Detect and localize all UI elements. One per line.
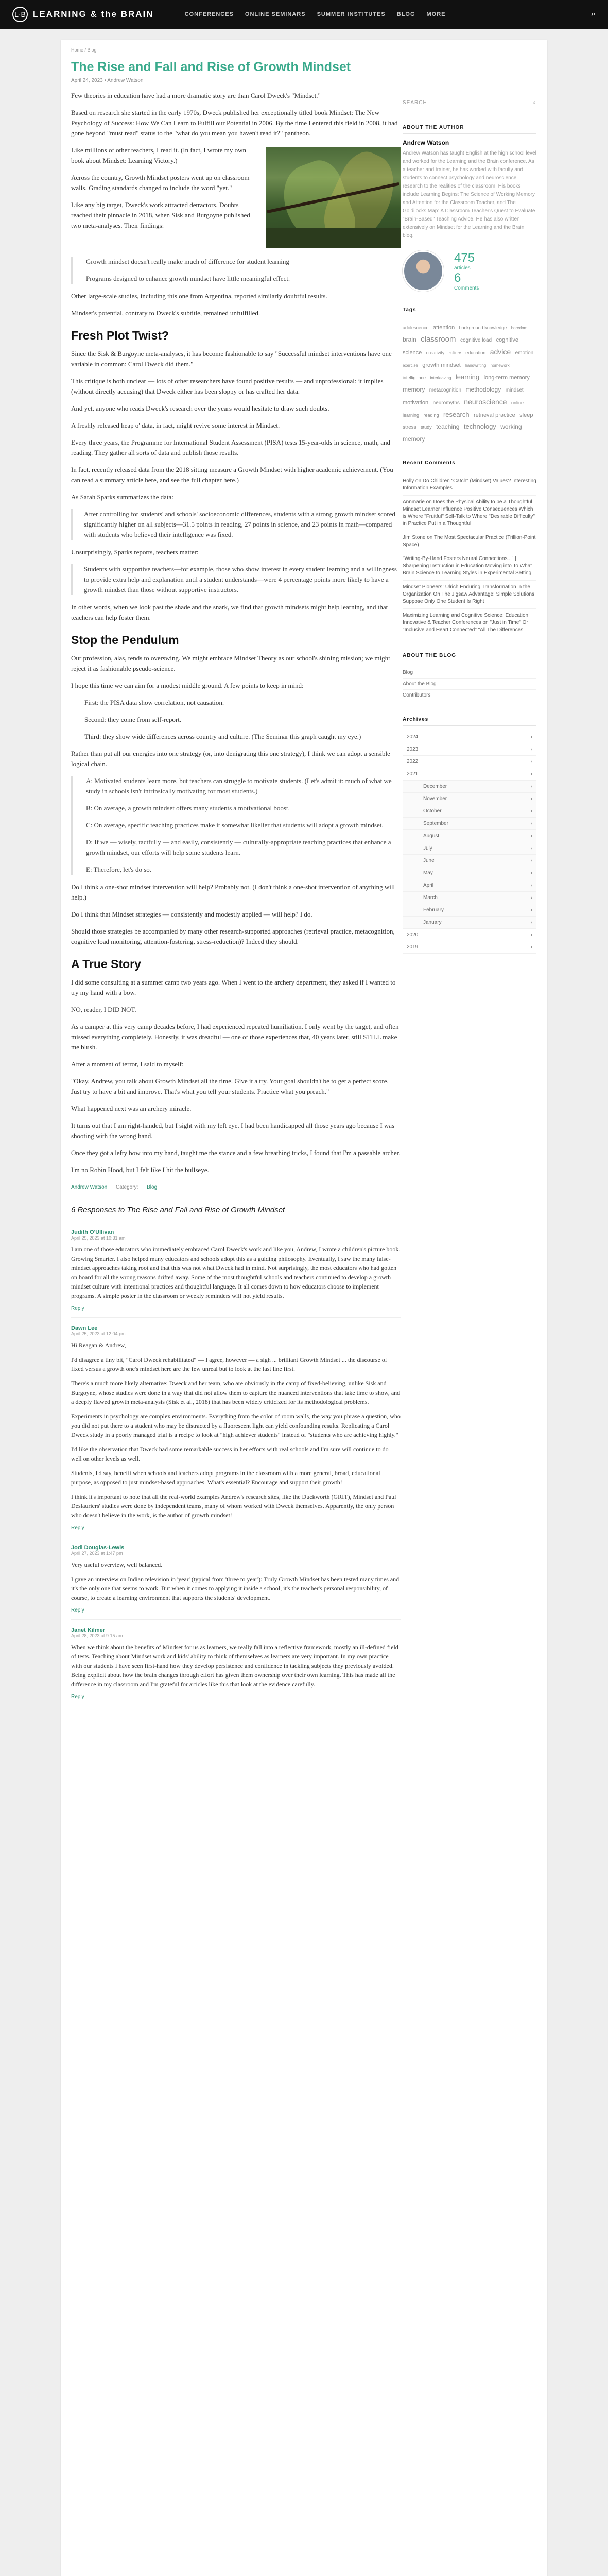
paragraph: What happened next was an archery miracle. — [71, 1105, 192, 1112]
blockquote-findings — [71, 257, 401, 284]
tag-link[interactable]: long-term memory — [483, 375, 530, 381]
about-blog-title: ABOUT THE BLOG — [403, 653, 536, 662]
archives-list — [403, 731, 536, 954]
article-tags — [71, 1184, 401, 1190]
primary-nav — [185, 11, 446, 18]
comment-date: April 27, 2023 at 1:47 pm — [71, 1551, 123, 1556]
tag-link[interactable]: retrieval practice — [474, 412, 515, 418]
archive-row[interactable] — [403, 842, 536, 855]
paragraph: Across the country, Growth Mindset posters went up on classroom walls. Grading standards changed to include the word "yet." — [71, 174, 250, 192]
points-list — [71, 698, 401, 742]
paragraph: This critique is both unclear — lots of other researchers have found positive results — and unprofessional: it implies (without directly accusing) that Dweck either has been sloppy or has crafted her data. — [71, 377, 384, 395]
blockquote-sparks — [71, 509, 401, 540]
paragraph: Once they got a lefty bow into my hand, taught me the stance and a few breathing tricks, I found that I'm a passable archer. — [71, 1149, 401, 1157]
tag-link[interactable]: motivation — [403, 400, 429, 406]
article-image-tree — [266, 147, 401, 248]
comment-date: April 25, 2023 at 12:04 pm — [71, 1331, 126, 1336]
paragraph: Our profession, alas, tends to overswing. We might embrace Mindset Theory as our school's shining mission; we might reject it as fashionable pseudo-science. — [71, 654, 390, 672]
paragraph: Students with supportive teachers—for example, those who show interest in every student learning and a willingness to provide extra help and explanation until a student understands—were 4 percentage points more likely to have a growth mindset than those without supportive instructors. — [84, 565, 397, 594]
paragraph: First: the PISA data show correlation, not causation. — [84, 699, 224, 706]
paragraph-group — [71, 977, 401, 1175]
comment-text: I gave an interview on Indian television in 'year' (typical from 'three to year'): Truly Growth Mindset has been tested many times and it's the only one that seems to work. But when it comes to applying it inside a school, it's the teacher's personal responsibility, of course, to create a learning environment that supports the students' development. — [71, 1575, 399, 1601]
tag-link[interactable]: creativity — [426, 350, 445, 355]
comments-list — [71, 1222, 401, 1700]
tag-link[interactable]: reading — [423, 413, 439, 418]
archive-label: May — [423, 870, 433, 876]
comment-text: I am one of those educators who immediately embraced Carol Dweck's work and like you, Andrew, I wrote a children's picture book. Growing Smarter. I also helped many educators and schools adopt this as a guiding philosophy. Eventually, I saw the many false-mindset approaches taking root and that this was not what Dweck had in mind. Not surprisingly, the most educators who had gotten on board for all the wrong reasons drifted away. Some of the most thoughtful schools and teachers continued to develop a growth mindset culture with intentional practices and thoughtful language. It all comes down to how educators choose to implement programs. A simple poster in the classroom or weekly reminders will not yield results. — [71, 1246, 401, 1299]
paragraph: Other large-scale studies, including this one from Argentina, reported similarly doubtful results. — [71, 292, 327, 300]
archive-label: November — [423, 796, 447, 802]
nav-item[interactable]: ONLINE SEMINARS — [245, 11, 306, 18]
archive-label: February — [423, 907, 444, 913]
about-link[interactable]: Blog — [403, 667, 536, 679]
comment — [71, 1222, 401, 1311]
tag-link[interactable]: advice — [490, 348, 511, 356]
tag-link[interactable]: cognitive load — [460, 337, 492, 343]
archive-row[interactable] — [403, 917, 536, 929]
chevron-right-icon: › — [530, 895, 532, 901]
tag-link[interactable]: homework — [490, 363, 510, 368]
reply-link[interactable]: Reply — [71, 1525, 84, 1531]
paragraph: C: On average, specific teaching practices make it somewhat likelier that students will adopt a growth mindset. — [86, 821, 384, 829]
paragraph: Do I think that Mindset strategies — consistently and modestly applied — will help? I do. — [71, 910, 312, 918]
tags-title: Tags — [403, 307, 536, 316]
archives-title: Archives — [403, 717, 536, 726]
articles-label: articles — [454, 265, 471, 271]
tag-link[interactable]: study — [421, 425, 432, 430]
archive-row[interactable] — [403, 793, 536, 805]
archive-label: 2023 — [407, 747, 419, 752]
comment — [71, 1317, 401, 1531]
chevron-right-icon: › — [530, 883, 532, 888]
chevron-right-icon: › — [530, 734, 532, 740]
paragraph: Third: they show wide differences across country and culture. (The Seminar this graph caught my eye.) — [84, 733, 361, 740]
tag-link[interactable]: intelligence — [403, 375, 426, 380]
paragraph-group — [71, 349, 401, 502]
author-bio: Andrew Watson has taught English at the high school level and worked for the Learning and the Brain conference. As a teacher and trainer, he has worked with faculty and students to connect psychology and neuroscience research to the realities of the classroom. His books include Learning Begins: The Science of Working Memory and Attention for the Classroom Teacher, and The Goldilocks Map: A Classroom Teacher's Quest to Evaluate "Brain-Based" Teaching Advice. He has also written extensively on Mindset for the Learning and the Brain blog. — [403, 150, 536, 239]
paragraph: Rather than put all our energies into one strategy (or, into denigrating this one strategy), I think we can adopt a sensible logical chain. — [71, 750, 390, 768]
tag-link[interactable]: education — [465, 350, 486, 355]
tag-link[interactable]: technology — [463, 422, 496, 430]
paragraph: And yet, anyone who reads Dweck's research over the years would hesitate to draw such doubts. — [71, 404, 329, 412]
comment-text: Hi Reagan & Andrew, — [71, 1342, 126, 1349]
archive-label: August — [423, 833, 440, 839]
nav-item[interactable]: SUMMER INSTITUTES — [317, 11, 386, 18]
chevron-right-icon: › — [530, 845, 532, 851]
author-stats — [403, 250, 536, 292]
intro-section — [71, 91, 401, 253]
tag-link[interactable]: neuroscience — [464, 398, 507, 406]
article — [71, 47, 401, 1706]
recent-comment-item[interactable]: Holly on Do Children "Catch" (Mindset) Values? Interesting Information Examples — [403, 474, 536, 496]
chevron-right-icon: › — [530, 870, 532, 876]
paragraph: Few theories in education have had a more dramatic story arc than Carol Dweck's "Mindset." — [71, 92, 321, 99]
comment — [71, 1537, 401, 1613]
paragraph: Like any big target, Dweck's work attracted detractors. Doubts reached their pinnacle in 2018, when Sisk and Burgoyne published two meta-analyses. Their findings: — [71, 201, 250, 229]
paragraph: Growth mindset doesn't really make much of difference for student learning — [86, 258, 289, 265]
tag-cloud — [403, 321, 536, 445]
recent-comment-item[interactable]: Maximizing Learning and Cognitive Science: Education Innovative & Teacher Conferences on "Just in Time" Or "Inclusive and Heart Connected" "All The Differences — [403, 609, 536, 637]
paragraph: Should those strategies be accompanied by many other research-supported approaches (retrieval practice, metacognition, cognitive load monitoring, attention-fostering, stress-reduction)? Indeed they should. — [71, 927, 395, 945]
archive-row[interactable] — [403, 867, 536, 879]
archive-label: 2024 — [407, 734, 419, 740]
breadcrumb: Home / Blog — [71, 47, 97, 53]
comment — [71, 1619, 401, 1700]
comment-date: April 28, 2023 at 9:15 am — [71, 1633, 123, 1638]
article-title: The Rise and Fall and Rise of Growth Mindset — [71, 60, 351, 74]
archive-row[interactable] — [403, 879, 536, 892]
paragraph: After a moment of terror, I said to myself: — [71, 1060, 184, 1068]
tag-link[interactable]: sleep — [519, 412, 533, 418]
paragraph-group — [71, 653, 401, 691]
content-card — [61, 40, 547, 2576]
nav-item[interactable]: MORE — [426, 11, 446, 18]
paragraph: Since the Sisk & Burgoyne meta-analyses, it has become fashionable to say "Successful mindset interventions have one variable in common: Carol Dweck did them." — [71, 350, 392, 368]
chevron-right-icon: › — [530, 784, 532, 789]
paragraph: In fact, recently released data from the 2018 sitting measure a Growth Mindset with higher academic achievement. (You can read a summary article here, and see the full chapter here.) — [71, 466, 393, 484]
archive-row[interactable] — [403, 892, 536, 904]
comment-text: There's a much more likely alternative: Dweck and her team, who are obviously in the camp of fixed-believing, unlike Sisk and Burgoyne, whose studies were done in a way that did not allow them to capture the nuanced interventions that take time to show, and a deeply flawed growth meta-analysis (Sisk et al., 2018) that has been widely criticized for its methodological problems. — [71, 1380, 401, 1405]
tag-link[interactable]: exercise — [403, 363, 418, 368]
comment-text: Very useful overview, well balanced. — [71, 1561, 163, 1568]
tag-link[interactable]: adolescence — [403, 325, 429, 330]
paragraph: As Sarah Sparks summarizes the data: — [71, 493, 173, 501]
chevron-right-icon: › — [530, 759, 532, 765]
paragraph: Based on research she started in the early 1970s, Dweck published her exceptionally titled book Mindset: The New Psychology of Success: How We Can Learn to Fulfill our Potential in 2006. By the time I entered this field in 2008, it had gone beyond "must read" status to the "what do you mean you haven't read it?" pantheon. — [71, 109, 398, 137]
category-label: Category: — [116, 1184, 138, 1190]
tag-link[interactable]: neuromyths — [432, 400, 460, 406]
paragraph-group — [71, 882, 401, 947]
archive-row[interactable] — [403, 818, 536, 830]
paragraph: Do I think a one-shot mindset intervention will help? Probably not. (I don't think a one-shot intervention of anything will help.) — [71, 883, 395, 901]
comment-author[interactable]: Jodi Douglas-Lewis — [71, 1545, 125, 1551]
reply-link[interactable]: Reply — [71, 1607, 84, 1613]
comment-author[interactable]: Dawn Lee — [71, 1325, 98, 1331]
chevron-right-icon: › — [530, 858, 532, 863]
archive-label: July — [423, 845, 432, 851]
paragraph: NO, reader, I DID NOT. — [71, 1006, 136, 1013]
paragraph: B: On average, a growth mindset offers many students a motivational boost. — [86, 804, 290, 812]
tag-link[interactable]: brain — [403, 336, 416, 343]
paragraph: Every three years, the Programme for International Student Assessment (PISA) tests 15-year-olds in science, math, and reading. They gather all sorts of data and publish those results. — [71, 438, 390, 456]
author-name[interactable]: Andrew Watson — [403, 139, 449, 146]
archive-label: June — [423, 858, 435, 863]
chevron-right-icon: › — [530, 907, 532, 913]
author-stat-block — [454, 251, 479, 291]
tag-link[interactable]: attention — [433, 325, 455, 331]
archive-label: 2021 — [407, 771, 419, 777]
comments-label: Comments — [454, 285, 479, 291]
avatar — [403, 250, 444, 292]
logo-mark: L·B — [12, 7, 28, 22]
paragraph: Programs designed to enhance growth mindset have little meaningful effect. — [86, 275, 290, 282]
about-blog-links — [403, 667, 536, 701]
chevron-right-icon: › — [530, 796, 532, 802]
archive-row[interactable] — [403, 781, 536, 793]
paragraph-group — [71, 291, 401, 318]
sidebar — [403, 97, 536, 954]
paragraph: E: Therefore, let's do so. — [86, 866, 152, 873]
heading-stop-the-pendulum: Stop the Pendulum — [71, 633, 179, 647]
logo-text: LEARNING & the BRAIN — [33, 9, 154, 19]
logical-chain-list — [71, 776, 401, 875]
paragraph: "Okay, Andrew, you talk about Growth Mindset all the time. Give it a try. Your goal shouldn't be to get a perfect score. Just try to have a bit and improve. That's what you tell your students. Practice what you preach." — [71, 1077, 389, 1095]
archive-label: 2020 — [407, 932, 419, 938]
archive-row[interactable] — [403, 929, 536, 941]
paragraph: Second: they come from self-report. — [84, 716, 182, 723]
paragraph: A freshly released heap o' data, in fact, might revive some interest in Mindset. — [71, 421, 280, 429]
site-logo[interactable] — [12, 7, 154, 22]
archive-label: 2019 — [407, 944, 419, 950]
recent-comment-item[interactable]: Annmarie on Does the Physical Ability to be a Thoughtful Mindset Learner Influence Positive Consequences Which is Where "Fruitful" Self-Talk to Where "Desirable Difficulty" in Practice Put in a Thoughtful — [403, 496, 536, 531]
paragraph: Mindset's potential, contrary to Dweck's subtitle, remained unfulfilled. — [71, 309, 260, 317]
about-link[interactable]: Contributors — [403, 690, 536, 701]
about-link[interactable]: About the Blog — [403, 679, 536, 690]
tag-link[interactable]: teaching — [436, 423, 460, 430]
about-author-title: ABOUT THE AUTHOR — [403, 125, 536, 134]
paragraph: In other words, when we look past the shade and the snark, we find that growth mindsets might help learning, and that teachers can help foster them. — [71, 603, 388, 621]
paragraph: Like millions of other teachers, I read it. (In fact, I wrote my own book about Mindset: Learning Victory.) — [71, 146, 247, 164]
sidebar-search[interactable] — [403, 97, 536, 109]
archive-row[interactable] — [403, 768, 536, 781]
tag-link[interactable]: handwriting — [465, 363, 487, 368]
tag-link[interactable]: research — [443, 411, 470, 418]
reply-link[interactable]: Reply — [71, 1306, 84, 1311]
paragraph: I hope this time we can aim for a modest middle ground. A few points to keep in mind: — [71, 682, 304, 689]
archive-row[interactable] — [403, 830, 536, 842]
blockquote-teachers — [71, 564, 401, 595]
paragraph: It turns out that I am right-handed, but I sight with my left eye. I had been handicapped all those years ago because I was shooting with the wrong hand. — [71, 1122, 395, 1140]
comment-text: I'd disagree a tiny bit, "Carol Dweck rehabilitated" — I agree, however — a sigh ... brilliant Growth Mindset ... the discourse of fixed versus a growth one's mindset here are the few unreal but to look at the last line first. — [71, 1356, 387, 1372]
paragraph: I'm no Robin Hood, but I felt like I hit the bullseye. — [71, 1166, 209, 1174]
tag-link[interactable]: culture — [448, 351, 461, 355]
archive-label: September — [423, 821, 448, 826]
comment-text: I'd like the observation that Dweck had some remarkable success in her efforts with real schools and I'm sure will continue to do well on other levels as well. — [71, 1446, 389, 1462]
tag-link[interactable]: working memory — [403, 423, 522, 443]
chevron-right-icon: › — [530, 821, 532, 826]
nav-item[interactable]: CONFERENCES — [184, 11, 234, 18]
archive-label: December — [423, 784, 447, 789]
chevron-right-icon: › — [530, 808, 532, 814]
tag-link[interactable]: boredom — [511, 326, 528, 330]
comment-author[interactable]: Janet Kilmer — [71, 1627, 106, 1633]
recent-comments-list — [403, 474, 536, 637]
archive-row[interactable] — [403, 743, 536, 756]
comment-author[interactable]: Judith O'Ullivan — [71, 1229, 114, 1235]
tag-link[interactable]: metacognition — [429, 387, 462, 393]
paragraph: I did some consulting at a summer camp two years ago. When I went to the archery department, they asked if I wanted to try my hand with a bow. — [71, 978, 396, 996]
search-icon[interactable]: ⌕ — [591, 10, 596, 19]
recent-comments-title: Recent Comments — [403, 460, 536, 469]
comment-text: Experiments in psychology are complex environments. Everything from the color of room walls, the way you phrase a question, who you did not put there to a student who may be distracted by a fluorescent light can yield confounding results. Replicating a Carol Dweck study in a poorly managed trial is a recipe to look at "high achiever students" instead of "students who are achieving highly." — [71, 1413, 401, 1438]
comments-count: 6 — [454, 271, 461, 285]
recent-comment-item[interactable]: Mindset Pioneers: Ulrich Enduring Transformation in the Organization On The Jigsaw Advantage: Simple Solutions: Suppose Only One Student Is Right — [403, 581, 536, 609]
archive-row[interactable] — [403, 904, 536, 917]
chevron-right-icon: › — [530, 833, 532, 839]
tag-link[interactable]: growth mindset — [422, 362, 461, 368]
paragraph: As a camper at this very camp decades before, I had experienced repeated humiliation. I only went by the target, and often missed everything completely. Honestly, it was dreadful — one of those experiences that, 40 years later, still STILL make me blush. — [71, 1023, 399, 1051]
archive-row[interactable] — [403, 855, 536, 867]
recent-comment-item[interactable]: Jim Stone on The Most Spectacular Practice (Trillion-Point Space) — [403, 531, 536, 552]
archive-label: January — [423, 920, 442, 925]
category-tag[interactable]: Blog — [147, 1184, 158, 1190]
archive-row[interactable] — [403, 756, 536, 768]
paragraph: A: Motivated students learn more, but teachers can struggle to motivate students. (Let's admit it: much of what we study in schools isn't intrinsically motivating for most students.) — [86, 777, 392, 795]
tag-link[interactable]: interleaving — [430, 376, 451, 380]
tag-link[interactable]: memory — [403, 386, 425, 393]
tag-link[interactable]: cognitive science — [403, 337, 518, 356]
tag-link[interactable]: learning — [455, 373, 480, 381]
tag-link[interactable]: methodology — [465, 386, 501, 393]
archive-label: March — [423, 895, 438, 901]
paragraph: After controlling for students' and schools' socioeconomic differences, students with a strong growth mindset scored significantly higher on all subjects—31.5 points in reading, 27 points in science, and 23 points in math—compared with students who believed their intelligence was fixed. — [84, 510, 395, 538]
nav-item[interactable]: BLOG — [396, 11, 415, 18]
comment-text: Students, I'd say, benefit when schools and teachers adopt programs in the classroom with a more general, broad, educational purpose, as opposed to just mindset-based approaches. What's essential? Encourage and support their growth! — [71, 1469, 380, 1486]
comment-date: April 25, 2023 at 10:31 am — [71, 1235, 126, 1241]
paragraph: Unsurprisingly, Sparks reports, teachers matter: — [71, 548, 199, 556]
chevron-right-icon: › — [530, 932, 532, 938]
search-input[interactable]: SEARCH — [403, 100, 427, 106]
archive-label: April — [423, 883, 434, 888]
archive-row[interactable] — [403, 941, 536, 954]
search-icon[interactable]: ⌕ — [533, 100, 536, 106]
archive-row[interactable] — [403, 731, 536, 743]
reply-link[interactable]: Reply — [71, 1694, 84, 1700]
recent-comment-item[interactable]: "Writing-By-Hand Fosters Neural Connections..." | Sharpening Instruction in Education Moving into To What Brain Science to Learning Styles in Experimental Setting — [403, 552, 536, 581]
chevron-right-icon: › — [530, 944, 532, 950]
tag-link[interactable]: classroom — [421, 335, 456, 344]
tag-link[interactable]: emotion — [515, 350, 534, 356]
author-tag[interactable]: Andrew Watson — [71, 1184, 108, 1190]
archive-label: October — [423, 808, 442, 814]
article-meta: April 24, 2023 • Andrew Watson — [71, 78, 144, 83]
top-navigation-bar — [0, 0, 608, 29]
heading-fresh-plot-twist: Fresh Plot Twist? — [71, 329, 169, 342]
tag-link[interactable]: online learning — [403, 400, 524, 418]
archive-label: 2022 — [407, 759, 419, 765]
heading-a-true-story: A True Story — [71, 957, 141, 971]
comment-text: When we think about the benefits of Mindset for us as learners, we really fall into a reflective framework, mostly an ill-defined field of tests. Teaching about Mindset work and kids' ability to think of themselves as learners are very important. In my own practice with our students I have seen first-hand how they develop persistence and confidence in tackling subjects they previously avoided. Being explicit about how the brain changes through effort has given them ownership over their own learning. This has made all the difference in my classroom and I'm grateful for articles like this that look at the evidence carefully. — [71, 1643, 398, 1688]
chevron-right-icon: › — [530, 771, 532, 777]
chevron-right-icon: › — [530, 747, 532, 752]
archive-row[interactable] — [403, 805, 536, 818]
tag-link[interactable]: background knowledge — [459, 325, 507, 330]
tag-link[interactable]: stress — [403, 425, 416, 430]
comments-title: 6 Responses to The Rise and Fall and Rise of Growth Mindset — [71, 1206, 285, 1214]
comment-text: I think it's important to note that all the real-world examples Andrew's research sites, like the Duckworth (GRIT), Mindset and Paul Deslauriers' studies were done by independent teams, many of whom worked with Dweck themselves. Apparently, the only person who doesn't believe in the work, is the author of growth mindset! — [71, 1493, 396, 1519]
tag-link[interactable]: mindset — [505, 387, 524, 393]
articles-count: 475 — [454, 251, 475, 265]
paragraph: D: If we — wisely, tactfully — and easily, consistently — culturally-appropriate teaching practices that enhance a growth mindset, our efforts will help some students learn. — [86, 838, 391, 856]
chevron-right-icon: › — [530, 920, 532, 925]
